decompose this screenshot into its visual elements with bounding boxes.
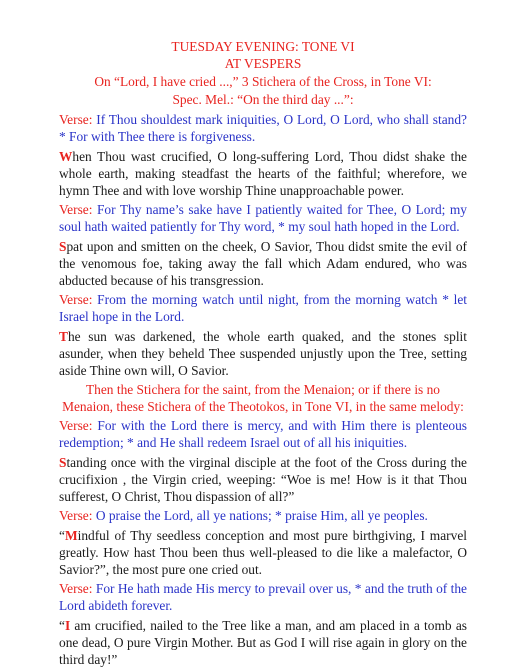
verse-text: For He hath made His mercy to prevail over us, * and the truth of the Lord abideth forever. (59, 581, 467, 613)
verse-label: Verse: (59, 112, 93, 127)
sticheron-body: hen Thou wast crucified, O long-suffering Lord, Thou didst shake the whole earth, making steadfast the hearts of the faithful; wherefore, we hymn Thee and with love worship Thine unapproachable power. (59, 149, 467, 198)
verse-text: For with the Lord there is mercy, and with Him there is plenteous redemption; * and He shall redeem Israel out of all his iniquities. (59, 418, 467, 450)
sticheron-text (59, 328, 467, 379)
verse-label: Verse: (59, 202, 93, 217)
page-title: TUESDAY EVENING: TONE VI (171, 39, 355, 54)
verse-text: For Thy name’s sake have I patiently waited for Thee, O Lord; my soul hath waited patiently for Thy word, * my soul hath hoped in the Lord. (59, 202, 467, 234)
verse-line (59, 291, 467, 325)
verse-label: Verse: (59, 581, 93, 596)
initial-letter: T (59, 329, 68, 344)
verse-label: Verse: (59, 292, 93, 307)
verse-line (59, 201, 467, 235)
opening-quote: “ (59, 618, 65, 633)
sticheron-body: pat upon and smitten on the cheek, O Savior, Thou didst smite the evil of the venomous foe, taking away the fall which Adam endured, who was abducted because of his transgression. (59, 239, 467, 288)
special-melody-line: Spec. Mel.: “On the third day ...”: (172, 92, 354, 107)
verse-label: Verse: (59, 418, 93, 433)
initial-letter: S (59, 239, 67, 254)
initial-letter: I (64, 618, 71, 633)
hymn-blocks (59, 111, 467, 668)
verse-label: Verse: (59, 508, 93, 523)
verse-line (59, 507, 467, 524)
verse-text: O praise the Lord, all ye nations; * praise Him, all ye peoples. (92, 508, 428, 523)
verse-text: From the morning watch until night, from the morning watch * let Israel hope in the Lord. (59, 292, 467, 324)
sticheron-text (59, 527, 467, 578)
sticheron-text (59, 238, 467, 289)
page-subtitle: AT VESPERS (224, 56, 302, 71)
initial-letter: W (59, 149, 73, 164)
sticheron-body: he sun was darkened, the whole earth quaked, and the stones split asunder, when they beheld Thee suspended unjustly upon the Tree, setting aside Thine own will, O Savior. (59, 329, 467, 378)
verse-line (59, 417, 467, 451)
verse-line (59, 580, 467, 614)
initial-letter: M (64, 528, 78, 543)
document-content (59, 38, 467, 670)
sticheron-text (59, 617, 467, 668)
sticheron-text (59, 148, 467, 199)
verse-text: If Thou shouldest mark iniquities, O Lord, O Lord, who shall stand? * For with Thee there is forgiveness. (59, 112, 467, 144)
initial-letter: S (59, 455, 67, 470)
sticheron-body: am crucified, nailed to the Tree like a man, and am placed in a tomb as one dead, O pure Virgin Mother. But as God I will rise again in glory on the third day!” (59, 618, 467, 667)
vespers-instruction: On “Lord, I have cried ...,” 3 Stichera of the Cross, in Tone VI: (94, 74, 432, 89)
sticheron-body: indful of Thy seedless conception and most pure birthgiving, I marvel greatly. How hast Thou been thus well-pleased to die like a malefactor, O Savior?”, the most pure one cried out. (59, 528, 467, 577)
verse-line (59, 111, 467, 145)
rubric-instruction: Then the Stichera for the saint, from the Menaion; or if there is no Menaion, these Stichera of the Theotokos, in Tone VI, in the same melody: (62, 382, 464, 414)
sticheron-body: tanding once with the virginal disciple at the foot of the Cross during the crucifixion , the Virgin cried, weeping: “Woe is me! How is it that Thou sufferest, O Christ, Thou dispassion of all?” (59, 455, 467, 504)
sticheron-text (59, 454, 467, 505)
opening-quote: “ (59, 528, 65, 543)
